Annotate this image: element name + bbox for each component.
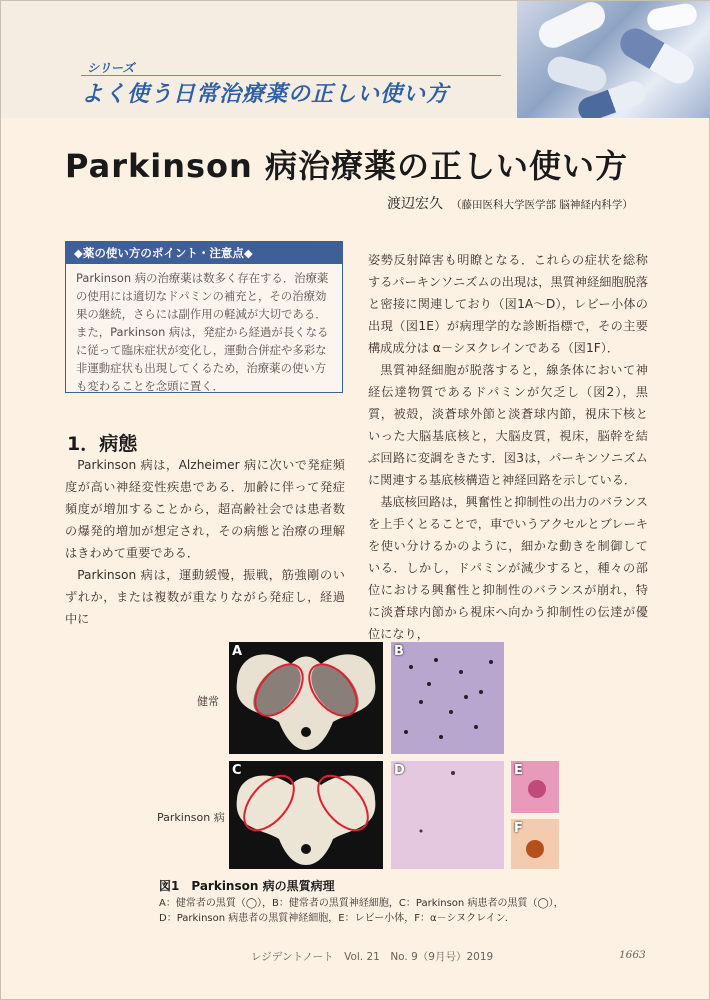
right-column-text bbox=[368, 249, 648, 645]
figure-caption: 図1 Parkinson 病の黒質病理 bbox=[159, 879, 335, 893]
figure-legend-line: A：健常者の黒質（◯），B：健常者の黒質神経細胞，C：Parkinson 病患者の黒質（◯）， bbox=[159, 898, 564, 909]
row-label-parkinson: Parkinson 病 bbox=[157, 811, 225, 824]
figure-panel-d bbox=[391, 761, 504, 869]
series-title: よく使う日常治療薬の正しい使い方 bbox=[81, 81, 450, 107]
healthy-neurons-micrograph bbox=[391, 642, 504, 754]
author-name: 渡辺宏久 bbox=[387, 196, 443, 212]
row-label-healthy: 健常 bbox=[197, 695, 219, 708]
healthy-substantia-nigra-photo bbox=[229, 642, 383, 754]
header-pills-photo bbox=[517, 1, 710, 118]
figure-panel-e bbox=[511, 761, 559, 813]
series-divider bbox=[81, 75, 501, 76]
figure-panel-c bbox=[229, 761, 383, 869]
figure-panel-a bbox=[229, 642, 383, 754]
panel-label-e: E bbox=[514, 763, 523, 778]
panel-label-b: B bbox=[394, 644, 404, 659]
page-number: 1663 bbox=[619, 949, 646, 961]
figure-panel-b bbox=[391, 642, 504, 754]
series-label: シリーズ bbox=[87, 61, 135, 75]
paragraph: Parkinson 病は，運動緩慢，振戦，筋強剛のいずれか，または複数が重なりながら発症し，経過中に bbox=[65, 568, 345, 626]
article-title: Parkinson 病治療薬の正しい使い方 bbox=[65, 147, 628, 185]
left-column-text bbox=[65, 454, 345, 630]
parkinson-neurons-micrograph bbox=[391, 761, 504, 869]
journal-citation: レジデントノート Vol. 21 No. 9（9月号）2019 bbox=[251, 951, 494, 963]
figure-legend-line: D：Parkinson 病患者の黒質神経細胞，E：レビー小体，F：α－シヌクレイン． bbox=[159, 913, 515, 924]
key-points-body: Parkinson 病の治療薬は数多く存在する．治療薬の使用には適切なドパミンの補充と，その治療効果の継続，さらには副作用の軽減が大切である．また，Parkinson 病は，発症から経過が長くなるに従って臨床症状が変化し，運動合併症や多彩な非運動症状も出現してくるため，治療薬の使い方も変わることを念頭に置く． bbox=[76, 271, 329, 393]
panel-label-a: A bbox=[232, 644, 243, 659]
paragraph: 黒質神経細胞が脱落すると，線条体において神経伝達物質であるドパミンが欠乏し（図2），黒質，被殻，淡蒼球外節と淡蒼球内節，視床下核といった大脳基底核と，大脳皮質，視床，脳幹を結ぶ回路に変調をきたす．図3は，パーキンソニズムに関連する基底核構造と神経回路を示している． bbox=[368, 363, 648, 487]
parkinson-substantia-nigra-photo bbox=[229, 761, 383, 869]
panel-label-d: D bbox=[394, 763, 405, 778]
paragraph: Parkinson 病は，Alzheimer 病に次いで発症頻度が高い神経変性疾患である．加齢に伴って発症頻度が増加することから，超高齢社会では患者数の爆発的増加が想定され，その病態と治療の理解はきわめて重要である． bbox=[65, 458, 345, 560]
author-affiliation: （藤田医科大学医学部 脳神経内科学） bbox=[451, 199, 633, 211]
key-points-box bbox=[65, 241, 343, 393]
panel-label-f: F bbox=[514, 821, 523, 836]
panel-label-c: C bbox=[232, 763, 242, 778]
section-heading: 1．病態 bbox=[67, 433, 138, 455]
paragraph: 姿勢反射障害も明瞭となる．これらの症状を総称するパーキンソニズムの出現は，黒質神経細胞脱落と密接に関連しており（図1A～D），レビー小体の出現（図1E）が病理学的な診断指標で，その主要構成成分は α－シヌクレインである（図1F）． bbox=[368, 253, 648, 355]
figure-panel-f bbox=[511, 819, 559, 869]
author-line bbox=[387, 193, 633, 213]
paragraph: 基底核回路は，興奮性と抑制性の出力のバランスを上手くとることで，車でいうアクセルとブレーキを使い分けるかのように，細かな動きを制御している．しかし，ドパミンが減少すると，種々の部位における興奮性と抑制性のバランスが崩れ，特に淡蒼球内節から視床へ向かう抑制性の伝達が優位になり， bbox=[368, 495, 648, 641]
key-points-heading: ◆薬の使い方のポイント・注意点◆ bbox=[66, 242, 342, 264]
